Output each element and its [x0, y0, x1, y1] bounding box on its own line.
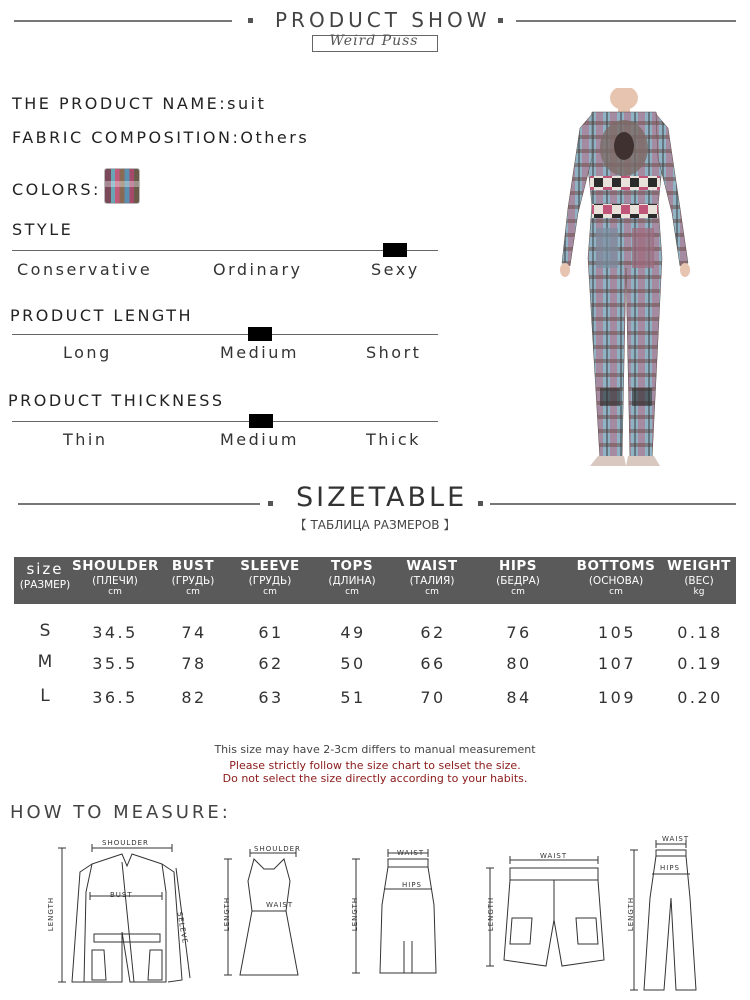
sizetable-dot-right — [478, 501, 483, 506]
table-cell: 109 — [597, 688, 637, 707]
col-tops — [314, 558, 390, 597]
table-cell: 0.20 — [677, 688, 723, 707]
col-bust — [158, 558, 228, 597]
thickness-marker — [249, 414, 273, 428]
col-bust-en: BUST — [171, 558, 215, 574]
table-cell: 66 — [420, 654, 446, 673]
col-waist-unit: cm — [425, 587, 439, 597]
table-cell: 35.5 — [92, 654, 138, 673]
header-dot-right — [498, 18, 503, 23]
col-bottoms-en: BOTTOMS — [576, 558, 656, 574]
col-tops-unit: cm — [345, 587, 359, 597]
table-cell: 74 — [181, 623, 207, 642]
shorts-length-label: LENGTH — [487, 896, 496, 932]
col-sleeve-unit: cm — [263, 587, 277, 597]
jacket-length-label: LENGTH — [47, 896, 56, 932]
table-cell: 51 — [340, 688, 366, 707]
table-cell: 84 — [506, 688, 532, 707]
col-weight — [664, 558, 734, 597]
table-cell: 62 — [258, 654, 284, 673]
note-habits: Do not select the size directly according to your habits. — [222, 772, 528, 785]
col-bottoms — [572, 558, 660, 597]
col-size — [14, 560, 76, 591]
jacket-bust-label: BUST — [110, 891, 133, 899]
style-scale-line — [12, 250, 438, 251]
thickness-option-thick: Thick — [366, 430, 421, 449]
col-tops-ru: (ДЛИНА) — [328, 575, 376, 587]
table-cell: 78 — [181, 654, 207, 673]
jacket-sleeve-label: SELEVE — [175, 911, 189, 945]
skirt-length-label: LENGTH — [351, 896, 360, 932]
sizetable-rule-right — [490, 503, 736, 505]
style-title: STYLE — [12, 220, 74, 239]
table-cell: 49 — [340, 623, 366, 642]
sizetable-subtitle: 【 ТАБЛИЦА РАЗМЕРОВ 】 — [294, 518, 456, 532]
jacket-shoulder-label: SHOULDER — [102, 839, 149, 847]
length-scale-line — [12, 334, 438, 335]
table-cell: 80 — [506, 654, 532, 673]
fabric-value: Others — [240, 128, 310, 147]
pants-length-label: LENGTH — [627, 896, 636, 932]
product-show-title: PRODUCT SHOW — [275, 8, 491, 32]
col-hips — [480, 558, 556, 597]
length-option-medium: Medium — [220, 343, 299, 362]
col-weight-ru: (ВЕС) — [684, 575, 714, 587]
table-cell: 0.18 — [677, 623, 723, 642]
dress-shoulder-label: SHOULDER — [254, 845, 301, 853]
brand-name: Weird Puss — [329, 33, 419, 49]
col-weight-en: WEIGHT — [667, 558, 731, 574]
skirt-hips-label: HIPS — [402, 881, 422, 889]
col-hips-unit: cm — [511, 587, 525, 597]
size-cell: L — [40, 686, 50, 706]
table-cell: 107 — [597, 654, 637, 673]
col-bust-unit: cm — [186, 587, 200, 597]
shorts-waist-label: WAIST — [540, 852, 568, 860]
col-waist — [394, 558, 470, 597]
sizetable-dot-left — [268, 501, 273, 506]
fabric-row — [12, 128, 309, 147]
sizetable-rule-left — [18, 503, 260, 505]
style-option-sexy: Sexy — [371, 260, 420, 279]
table-cell: 63 — [258, 688, 284, 707]
col-bottoms-ru: (ОСНОВА) — [588, 575, 644, 587]
skirt-waist-label: WAIST — [397, 849, 425, 857]
length-marker — [248, 327, 272, 341]
model-photo — [540, 88, 710, 468]
col-hips-ru: (БЕДРА) — [496, 575, 540, 587]
col-shoulder-en: SHOULDER — [72, 558, 159, 574]
col-weight-unit: kg — [693, 587, 705, 597]
col-size-en: size — [26, 560, 64, 578]
size-cell: M — [37, 652, 53, 672]
col-shoulder — [72, 558, 158, 597]
product-name-row — [12, 94, 266, 113]
thickness-option-medium: Medium — [220, 430, 299, 449]
col-tops-en: TOPS — [330, 558, 374, 574]
table-cell: 82 — [181, 688, 207, 707]
table-cell: 34.5 — [92, 623, 138, 642]
header-rule-left — [14, 20, 232, 22]
header-dot-left — [248, 18, 253, 23]
style-option-conservative: Conservative — [17, 260, 153, 279]
size-cell: S — [39, 621, 51, 641]
shorts-diagram — [476, 848, 616, 978]
length-option-long: Long — [63, 343, 112, 362]
col-shoulder-unit: cm — [108, 587, 122, 597]
sizetable-title: SIZETABLE — [296, 482, 468, 513]
thickness-title: PRODUCT THICKNESS — [8, 391, 225, 410]
color-swatch[interactable] — [104, 168, 140, 204]
table-cell: 50 — [340, 654, 366, 673]
colors-label: COLORS: — [12, 180, 101, 199]
table-cell: 61 — [258, 623, 284, 642]
col-bottoms-unit: cm — [609, 587, 623, 597]
col-waist-en: WAIST — [406, 558, 458, 574]
length-title: PRODUCT LENGTH — [10, 306, 194, 325]
col-size-ru: (РАЗМЕР) — [19, 579, 71, 591]
style-option-ordinary: Ordinary — [213, 260, 303, 279]
table-cell: 105 — [597, 623, 637, 642]
col-sleeve-en: SLEEVE — [240, 558, 300, 574]
col-waist-ru: (ТАЛИЯ) — [409, 575, 455, 587]
length-option-short: Short — [366, 343, 422, 362]
table-cell: 0.19 — [677, 654, 723, 673]
col-shoulder-ru: (ПЛЕЧИ) — [92, 575, 138, 587]
table-cell: 62 — [420, 623, 446, 642]
thickness-scale-line — [12, 421, 438, 422]
col-sleeve — [232, 558, 308, 597]
product-name-label: THE PRODUCT NAME: — [12, 94, 228, 113]
fabric-label: FABRIC COMPOSITION: — [12, 128, 241, 147]
pants-waist-label: WAIST — [662, 835, 690, 843]
col-bust-ru: (ГРУДЬ) — [171, 575, 215, 587]
table-cell: 70 — [420, 688, 446, 707]
thickness-option-thin: Thin — [63, 430, 108, 449]
note-follow-chart: Please strictly follow the size chart to selset the size. — [229, 759, 521, 772]
dress-waist-label: WAIST — [266, 901, 294, 909]
col-hips-en: HIPS — [499, 558, 537, 574]
pants-hips-label: HIPS — [660, 864, 680, 872]
table-cell: 36.5 — [92, 688, 138, 707]
product-name-value: suit — [227, 94, 267, 113]
model-sleeve-left — [562, 114, 592, 266]
col-sleeve-ru: (ГРУДЬ) — [248, 575, 292, 587]
note-measurement: This size may have 2-3cm differs to manual measurement — [214, 743, 536, 756]
header-rule-right — [516, 20, 736, 22]
style-marker — [383, 243, 407, 257]
dress-length-label: LENGTH — [223, 896, 232, 932]
how-to-measure-title: HOW TO MEASURE: — [10, 802, 231, 823]
table-cell: 76 — [506, 623, 532, 642]
